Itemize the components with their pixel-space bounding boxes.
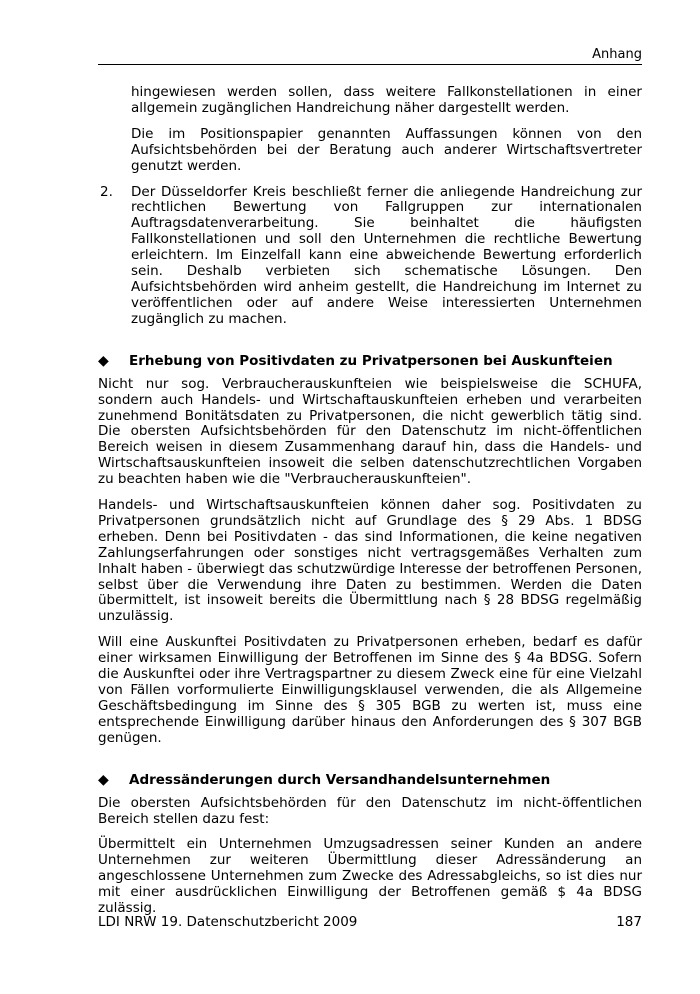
- section-heading-positivdaten: [98, 353, 642, 369]
- section-title: Erhebung von Positivdaten zu Privatpersonen bei Auskunfteien: [129, 352, 613, 369]
- intro-paragraph: hingewiesen werden sollen, dass weitere Fallkonstellationen in einer allgemein zugänglichen Handreichung näher dargestellt werden.: [131, 84, 642, 116]
- numbered-item-2: [98, 185, 642, 328]
- item-text: Der Düsseldorfer Kreis beschließt ferner die anliegende Handreichung zur rechtlichen Bewertung von Fallgruppen zur internationalen Auftragsdatenverarbeitung. Sie beinhaltet die häufigsten Fallkonstellationen und soll den Unternehmen die rechtliche Bewertung erleichtern. Im Einzelfall kann eine abweichende Bewertung erforderlich sein. Deshalb verbieten sich schematische Lösungen. Den Aufsichtsbehörden wird anheim gestellt, die Handreichung im Internet zu veröffentlichen oder auf andere Weise interessierten Unternehmen zugänglich zu machen.: [131, 183, 642, 327]
- running-header: Anhang: [592, 47, 642, 62]
- intro-paragraph: Die im Positionspapier genannten Auffassungen können von den Aufsichtsbehörden bei der Beratung auch anderer Wirtschaftsvertreter genutzt werden.: [131, 125, 642, 174]
- section-title: Adressänderungen durch Versandhandelsunternehmen: [129, 771, 551, 788]
- section-heading-adressaenderungen: [98, 772, 642, 788]
- intro-block: [131, 85, 642, 175]
- header-rule: [98, 64, 642, 65]
- section-body-positivdaten: [98, 377, 642, 747]
- body-paragraph: Handels- und Wirtschaftsauskunfteien können daher sog. Positivdaten zu Privatpersonen grundsätzlich nicht auf Grundlage des § 29 Abs. 1 BDSG erheben. Denn bei Positivdaten - das sind Informationen, die keine negativen Zahlungserfahrungen oder sonstiges nicht vertragsgemäßes Verhalten zum Inhalt haben - überwiegt das schutzwürdige Interesse der betroffenen Personen, selbst über die Verwendung ihre Daten zu bestimmen. Werden die Daten übermittelt, ist insoweit bereits die Übermittlung nach § 28 BDSG regelmäßig unzulässig.: [98, 497, 642, 625]
- diamond-bullet-icon: ◆: [98, 771, 109, 788]
- body-paragraph: Übermittelt ein Unternehmen Umzugsadressen seiner Kunden an andere Unternehmen zur weiteren Übermittlung dieser Adressänderung an angeschlossene Unternehmen zum Zwecke des Adressabgleichs, so ist dies nur mit einer ausdrücklichen Einwilligung der Betroffenen gemäß $ 4a BDSG zulässig.: [98, 836, 642, 917]
- page-number: 187: [616, 914, 642, 930]
- footer-publication: LDI NRW 19. Datenschutzbericht 2009: [98, 914, 358, 930]
- diamond-bullet-icon: ◆: [98, 352, 109, 369]
- body-paragraph: Nicht nur sog. Verbraucherauskunfteien wie beispielsweise die SCHUFA, sondern auch Handels- und Wirtschaftauskunfteien erheben und verarbeiten zunehmend Bonitätsdaten zu Privatpersonen, die nicht gewerblich tätig sind. Die obersten Aufsichtsbehörden für den Datenschutz im nicht-öffentlichen Bereich weisen in diesem Zusammenhang darauf hin, dass die Handels- und Wirtschaftsauskunfteien insoweit die selben datenschutzrechtlichen Vorgaben zu beachten haben wie die "Verbraucherauskunfteien".: [98, 375, 642, 488]
- page-content: [98, 85, 642, 927]
- body-paragraph: Die obersten Aufsichtsbehörden für den Datenschutz im nicht-öffentlichen Bereich stellen dazu fest:: [98, 794, 642, 827]
- body-paragraph: Will eine Auskunftei Positivdaten zu Privatpersonen erheben, bedarf es dafür einer wirksamen Einwilligung der Betroffenen im Sinne des § 4a BDSG. Sofern die Auskunftei oder ihre Vertragspartner zu diesem Zweck eine für eine Vielzahl von Fällen vorformulierte Einwilligungsklausel verwenden, die als Allgemeine Geschäftsbedingung im Sinne des § 305 BGB zu werten ist, muss eine entsprechende Einwilligung darüber hinaus den Anforderungen des § 307 BGB genügen.: [98, 634, 642, 746]
- item-number: 2.: [100, 183, 113, 200]
- section-body-adressaenderungen: [98, 796, 642, 917]
